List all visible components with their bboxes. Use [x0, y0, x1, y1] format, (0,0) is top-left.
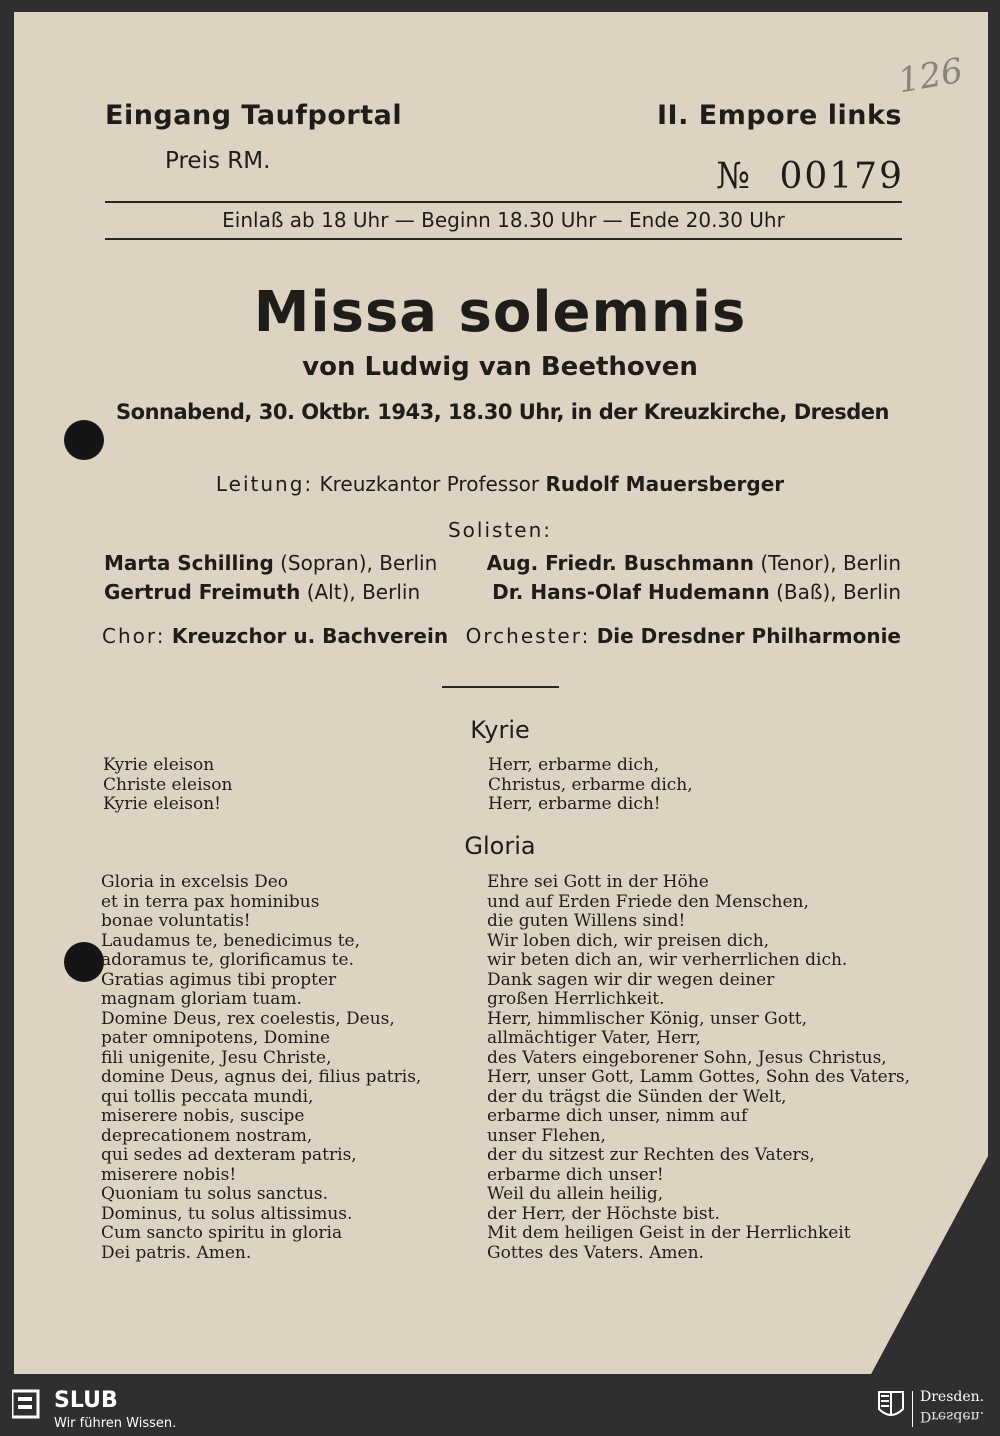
- seat-label: II. Empore links: [657, 100, 902, 131]
- composer-line: von Ludwig van Beethoven: [302, 352, 698, 382]
- soloist-detail: (Baß), Berlin: [776, 580, 901, 604]
- leitung-text: Kreuzkantor Professor: [319, 472, 540, 496]
- gloria-heading: Gloria: [464, 832, 536, 860]
- number-symbol: №: [715, 156, 751, 197]
- soloist-sopran: [104, 551, 437, 575]
- kyrie-latin-text: Kyrie eleison Christe eleison Kyrie eleison!: [103, 755, 233, 814]
- event-title: Missa solemnis: [253, 280, 747, 345]
- soloist-detail: (Sopran), Berlin: [280, 551, 438, 575]
- soloist-name: Aug. Friedr. Buschmann: [486, 551, 755, 575]
- punch-hole-bottom: [64, 942, 104, 982]
- kyrie-heading: Kyrie: [470, 716, 530, 744]
- chor-name: Kreuzchor u. Bachverein: [171, 624, 449, 648]
- orchester-name: Die Dresdner Philharmonie: [596, 624, 901, 648]
- footer-city-mirror: Dresden.: [920, 1408, 985, 1424]
- chor-line: [102, 624, 448, 648]
- footer-divider: [912, 1391, 913, 1427]
- gloria-latin-text: Gloria in excelsis Deo et in terra pax hominibus bonae voluntatis! Laudamus te, benedicimus te, adoramus te, glorificamus te. Gratias agimus tibi propter magnam gloriam tuam. Domine Deus, rex coelestis, Deus, pater omnipotens, Domine fili unigenite, Jesu Christe, domine Deus, agnus dei, filius patris, qui tollis peccata mundi, miserere nobis, suscipe deprecationem nostram, qui sedes ad dexteram patris, miserere nobis! Quoniam tu solus sanctus. Dominus, tu solus altissimus. Cum sancto spiritu in gloria Dei patris. Amen.: [101, 872, 422, 1263]
- orchester-label: Orchester:: [465, 624, 591, 648]
- soloist-name: Marta Schilling: [104, 551, 274, 575]
- number-value: 00179: [779, 156, 904, 197]
- leitung-line: [0, 472, 1000, 496]
- footer-brand[interactable]: SLUB: [54, 1388, 118, 1413]
- dresden-crest-icon: [878, 1391, 904, 1421]
- footer-bar: [0, 1385, 1000, 1436]
- section-divider: [442, 686, 559, 688]
- leitung-label: Leitung:: [215, 472, 314, 496]
- soloist-tenor: [487, 551, 901, 575]
- soloist-detail: (Alt), Berlin: [306, 580, 421, 604]
- gloria-german-text: Ehre sei Gott in der Höhe und auf Erden Friede den Menschen, die guten Willens sind! Wir loben dich, wir preisen dich, wir beten dich an, wir verherrlichen dich. Dank sagen wir dir wegen deiner großen Herrlichkeit. Herr, himmlischer König, unser Gott, allmächtiger Vater, Herr, des Vaters eingeborener Sohn, Jesus Christus, Herr, unser Gott, Lamm Gottes, Sohn des Vaters, der du trägst die Sünden der Welt, erbarme dich unser, nimm auf unser Flehen, der du sitzest zur Rechten des Vaters, erbarme dich unser! Weil du allein heilig, der Herr, der Höchste bist. Mit dem heiligen Geist in der Herrlichkeit Gottes des Vaters. Amen.: [487, 872, 910, 1263]
- punch-hole-top: [64, 420, 104, 460]
- times-line: Einlaß ab 18 Uhr — Beginn 18.30 Uhr — Ende 20.30 Uhr: [222, 208, 785, 232]
- handwritten-number: 126: [895, 50, 966, 102]
- header-rule-bottom: [105, 238, 902, 240]
- kyrie-german-text: Herr, erbarme dich, Christus, erbarme dich, Herr, erbarme dich!: [488, 755, 693, 814]
- price-label: Preis RM.: [165, 148, 271, 174]
- chor-label: Chor:: [102, 624, 166, 648]
- footer-city[interactable]: Dresden.: [920, 1389, 985, 1405]
- soloist-name: Dr. Hans-Olaf Hudemann: [492, 580, 770, 604]
- orchester-line: [466, 624, 901, 648]
- soloist-bass: [492, 580, 901, 604]
- header-rule-top: [105, 201, 902, 203]
- leitung-name: Rudolf Mauersberger: [545, 472, 785, 496]
- ticket-number: [716, 156, 904, 197]
- soloist-name: Gertrud Freimuth: [104, 580, 301, 604]
- entrance-label: Eingang Taufportal: [105, 100, 403, 131]
- slub-logo-icon: [12, 1389, 42, 1419]
- date-place-line: Sonnabend, 30. Oktbr. 1943, 18.30 Uhr, in der Kreuzkirche, Dresden: [116, 400, 889, 424]
- footer-tagline: Wir führen Wissen.: [54, 1416, 177, 1431]
- soloist-detail: (Tenor), Berlin: [760, 551, 901, 575]
- soloist-alt: [104, 580, 420, 604]
- solisten-label: Solisten:: [447, 518, 553, 542]
